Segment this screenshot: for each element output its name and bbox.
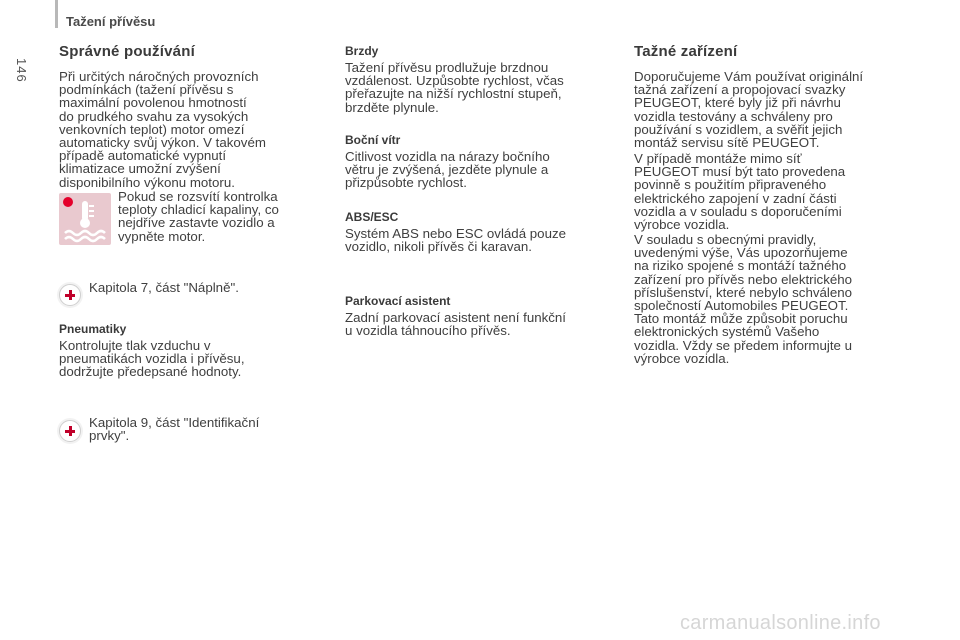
plus-reference-icon <box>59 420 81 442</box>
text-line: povinně s použitím připraveného <box>634 177 827 193</box>
text-line: automaticky svůj výkon. V takovém <box>59 135 266 151</box>
text-line: Kapitola 9, část "Identifikační <box>89 415 260 430</box>
text-line: elektronických systémů Vašeho <box>634 324 820 340</box>
text-line: Zadní parkovací asistent není funkční <box>345 310 567 325</box>
text-line: používání s vozidlem, a svěřit jejich <box>634 121 843 137</box>
text-line: vzdálenost. Uzpůsobte rychlost, včas <box>345 73 564 89</box>
text-line: klimatizace umožní zvýšení <box>59 161 221 177</box>
text-line: vypněte motor. <box>118 228 206 244</box>
paragraph-tow-bar-2 <box>634 152 909 231</box>
text-line: výrobce vozidla. <box>634 217 730 233</box>
text-line: Pokud se rozsvítí kontrolka <box>118 189 278 204</box>
text-line: přeřazujte na nižší rychlostní stupeň, <box>345 86 562 102</box>
heading-side-wind: Boční vítr <box>345 133 401 147</box>
text-line: do prudkého svahu za vysokých <box>59 108 249 124</box>
text-line: podmínkách (tažení přívěsu s <box>59 82 234 98</box>
text-line: maximální povolenou hmotností <box>59 95 247 111</box>
heading-brakes: Brzdy <box>345 44 379 58</box>
heading-tow-bar: Tažné zařízení <box>634 43 738 60</box>
text-line: přizpůsobte rychlost. <box>345 175 467 191</box>
text-line: V případě montáže mimo síť <box>634 151 802 166</box>
page-number: 146 <box>14 58 29 83</box>
text-line: případě automatické vypnutí <box>59 148 227 164</box>
text-line: větru je zvýšená, jezděte plynule a <box>345 162 549 178</box>
text-line: tažná zařízení a propojovací svazky <box>634 82 846 98</box>
heading-correct-use: Správné používání <box>59 43 195 60</box>
paragraph-tow-bar-1 <box>634 70 909 149</box>
thermometer-waves-icon <box>59 193 111 245</box>
text-line: elektrického zapojení v zadní části <box>634 190 837 206</box>
text-line: vozidla a v souladu s doporučeními <box>634 203 842 219</box>
text-line: zařízení pro přívěs nebo elektrického <box>634 271 853 287</box>
text-line: vozidlo, nikoli přívěs či karavan. <box>345 239 532 255</box>
text-line: Systém ABS nebo ESC ovládá pouze <box>345 226 567 241</box>
plus-reference-icon <box>59 284 81 306</box>
text-line: uvedenými výše, Vás upozorňujeme <box>634 245 848 261</box>
text-line: teploty chladicí kapaliny, co <box>118 202 279 218</box>
text-line: montáž servisu sítě PEUGEOT. <box>634 135 820 151</box>
reference-identification <box>89 416 309 442</box>
text-line: Tato montáž může způsobit poruchu <box>634 311 848 327</box>
text-line: výrobce vozidla. <box>634 350 730 366</box>
text-line: disponibilního výkonu motoru. <box>59 174 235 190</box>
text-line: na riziko spojené s montáží tažného <box>634 258 847 274</box>
text-line: PEUGEOT musí být tato provedena <box>634 164 846 180</box>
text-line: vozidla. Vždy se předem informujte u <box>634 337 853 353</box>
text-line: brzděte plynule. <box>345 99 439 115</box>
text-line: V souladu s obecnými pravidly, <box>634 232 817 247</box>
paragraph-brakes <box>345 61 610 114</box>
paragraph-parking-assist <box>345 311 610 337</box>
heading-tyres: Pneumatiky <box>59 322 127 336</box>
text-line: Citlivost vozidla na nárazy bočního <box>345 149 550 164</box>
reference-fluids: Kapitola 7, část "Náplně". <box>89 280 239 295</box>
text-line: venkovních teplot) motor omezí <box>59 121 245 137</box>
watermark: carmanualsonline.info <box>680 612 881 634</box>
paragraph-tyres <box>59 339 309 379</box>
paragraph-tow-bar-3 <box>634 233 909 365</box>
paragraph-correct-use <box>59 70 309 189</box>
text-line: nejdříve zastavte vozidlo a <box>118 215 275 231</box>
page-header-title: Tažení přívěsu <box>66 14 156 29</box>
coolant-temperature-warning-icon <box>59 193 111 245</box>
heading-parking-assist: Parkovací asistent <box>345 294 451 308</box>
text-line: pneumatikách vozidla i přívěsu, <box>59 351 245 367</box>
paragraph-side-wind <box>345 150 610 190</box>
text-line: u vozidla táhnoucího přívěs. <box>345 323 511 339</box>
text-line: Při určitých náročných provozních <box>59 69 259 84</box>
text-line: vozidla testovány a schváleny pro <box>634 108 833 124</box>
text-line: dodržujte předepsané hodnoty. <box>59 364 242 380</box>
text-line: příslušenství, které nebylo schváleno <box>634 284 853 300</box>
heading-abs-esc: ABS/ESC <box>345 210 399 224</box>
paragraph-abs-esc <box>345 227 610 253</box>
coolant-warning-text <box>118 190 313 243</box>
text-line: Kontrolujte tlak vzduchu v <box>59 338 211 353</box>
text-line: Tažení přívěsu prodlužuje brzdnou <box>345 60 549 75</box>
header-bar <box>55 0 58 28</box>
text-line: prvky". <box>89 428 130 444</box>
text-line: Doporučujeme Vám používat originální <box>634 69 864 84</box>
text-line: společností Automobiles PEUGEOT. <box>634 298 849 314</box>
text-line: PEUGEOT, které byly již při návrhu <box>634 95 841 111</box>
